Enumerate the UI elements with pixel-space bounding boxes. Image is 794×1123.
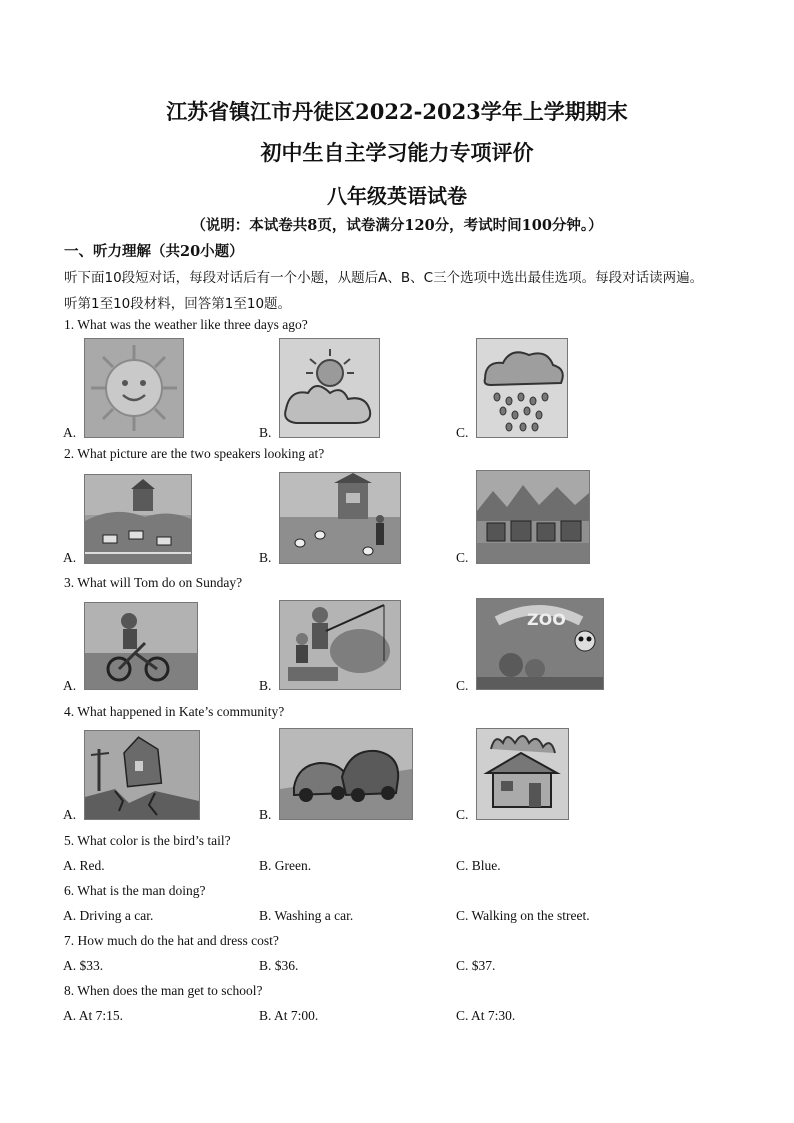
- question-stem: 2. What picture are the two speakers looking at?: [64, 446, 325, 461]
- exam-title-assessment: 初中生自主学习能力专项评价: [260, 140, 534, 165]
- sun-picture[interactable]: [84, 338, 184, 438]
- option-a[interactable]: A. At 7:15.: [63, 1008, 124, 1023]
- farm-cows-picture[interactable]: [84, 474, 192, 564]
- option-b[interactable]: B. Green.: [259, 858, 312, 873]
- exam-title-region: 江苏省镇江市丹徒区2022-2023学年上学期期末: [166, 99, 628, 124]
- option-b-label: B.: [259, 807, 272, 822]
- question-stem: 6. What is the man doing?: [64, 883, 206, 898]
- zoo-picture[interactable]: [476, 598, 604, 690]
- question-stem: 7. How much do the hat and dress cost?: [64, 933, 279, 948]
- option-b[interactable]: B. At 7:00.: [259, 1008, 319, 1023]
- question-stem: 5. What color is the bird’s tail?: [64, 833, 231, 848]
- option-a-label: A.: [63, 807, 77, 822]
- option-a-label: A.: [63, 425, 77, 440]
- section-instruction-sub: 听第1至10段材料，回答第1至10题。: [64, 296, 292, 312]
- house-fire-picture[interactable]: [476, 728, 569, 820]
- section-heading: 一、听力理解（共20小题）: [64, 243, 244, 260]
- village-houses-picture[interactable]: [476, 470, 590, 564]
- exam-title-subject: 八年级英语试卷: [327, 184, 467, 208]
- bike-riding-picture[interactable]: [84, 602, 198, 690]
- option-a-label: A.: [63, 678, 77, 693]
- svg-text:ZOO: ZOO: [527, 610, 566, 629]
- question-stem: 3. What will Tom do on Sunday?: [64, 575, 243, 590]
- option-c[interactable]: C. $37.: [456, 958, 496, 973]
- option-c-label: C.: [456, 807, 469, 822]
- option-b[interactable]: B. Washing a car.: [259, 908, 354, 923]
- question-stem: 4. What happened in Kate’s community?: [64, 704, 285, 719]
- section-instruction: 听下面10段短对话，每段对话后有一个小题，从题后A、B、C三个选项中选出最佳选项。每段对话读两遍。: [64, 270, 704, 286]
- option-b-label: B.: [259, 425, 272, 440]
- farm-chickens-picture[interactable]: [279, 472, 401, 564]
- option-a[interactable]: A. Driving a car.: [63, 908, 154, 923]
- rain-cloud-picture[interactable]: [476, 338, 568, 438]
- option-a[interactable]: A. $33.: [63, 958, 104, 973]
- option-c[interactable]: C. Walking on the street.: [456, 908, 590, 923]
- car-accident-picture[interactable]: [279, 728, 413, 820]
- question-stem: 8. When does the man get to school?: [64, 983, 263, 998]
- option-b-label: B.: [259, 678, 272, 693]
- fishing-picture[interactable]: [279, 600, 401, 690]
- option-b[interactable]: B. $36.: [259, 958, 299, 973]
- option-c[interactable]: C. Blue.: [456, 858, 501, 873]
- sun-clouds-picture[interactable]: [279, 338, 380, 438]
- option-c[interactable]: C. At 7:30.: [456, 1008, 516, 1023]
- option-c-label: C.: [456, 678, 469, 693]
- option-c-label: C.: [456, 425, 469, 440]
- question-stem: 1. What was the weather like three days ago?: [64, 317, 308, 332]
- earthquake-picture[interactable]: [84, 730, 200, 820]
- option-a[interactable]: A. Red.: [63, 858, 105, 873]
- option-c-label: C.: [456, 550, 469, 565]
- option-a-label: A.: [63, 550, 77, 565]
- option-b-label: B.: [259, 550, 272, 565]
- exam-note: （说明：本试卷共8页，试卷满分120分，考试时间100分钟。）: [191, 217, 603, 234]
